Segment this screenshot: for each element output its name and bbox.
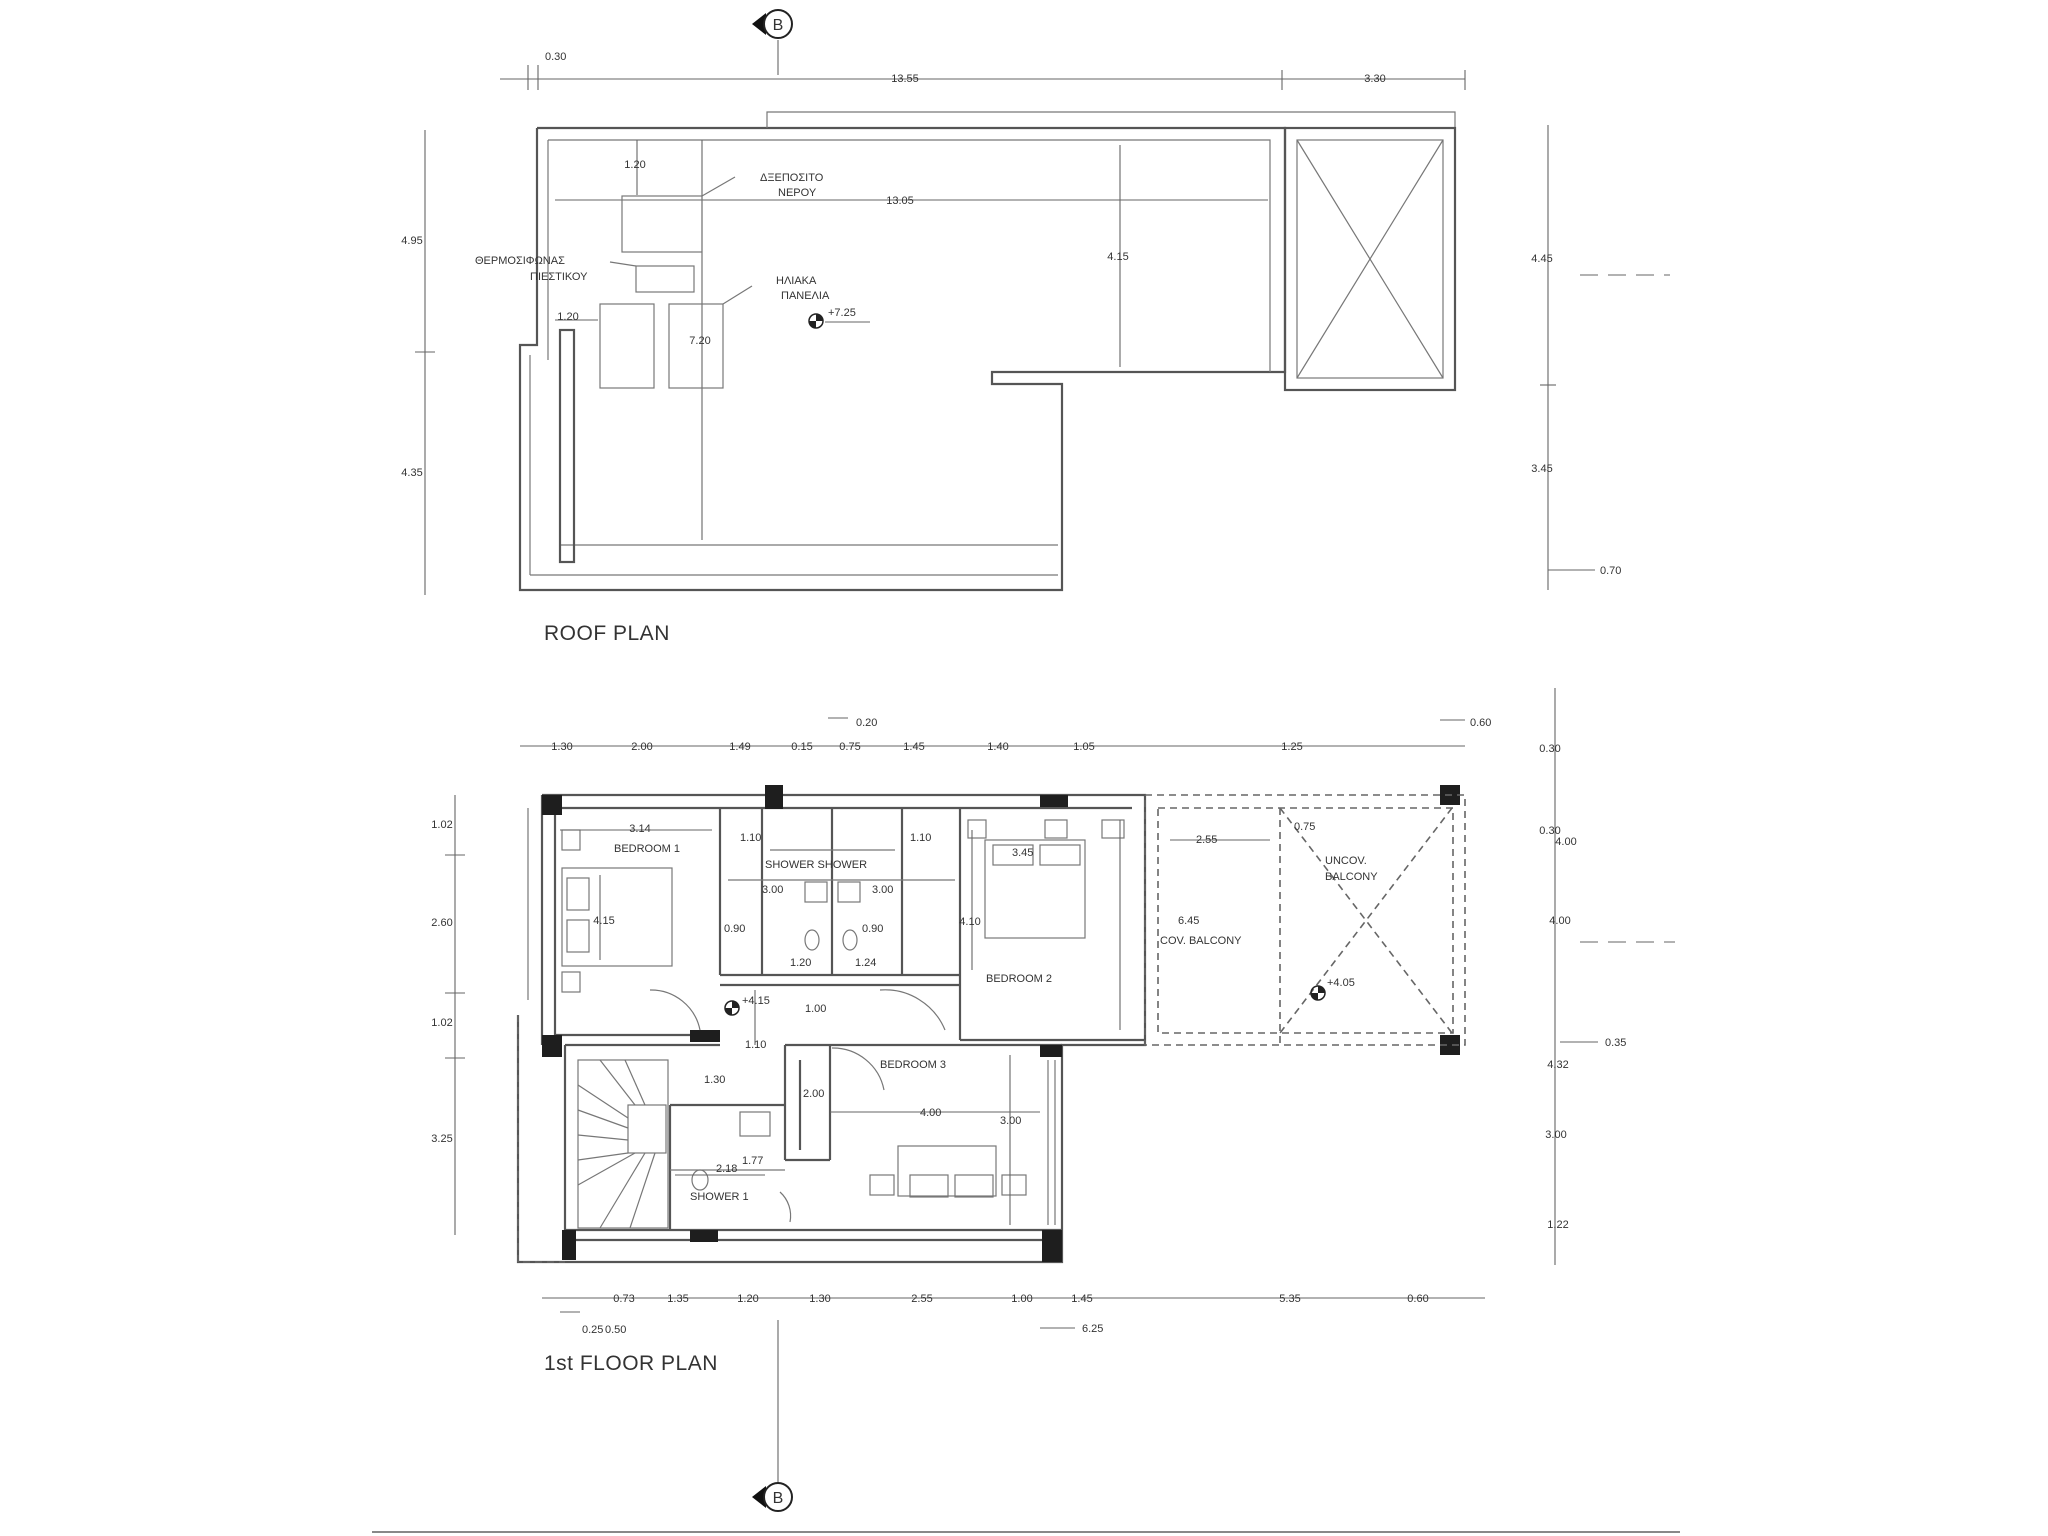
ff-room-uncov-2: BALCONY (1325, 871, 1378, 883)
ff-bottom-dimensions (542, 1293, 1485, 1336)
ff-dim-left-1: 2.60 (431, 917, 453, 929)
ff-room-bedroom-3: BEDROOM 3 (880, 1059, 947, 1071)
ff-dim-top-6: 1.40 (987, 741, 1009, 753)
roof-dim-right-1: 3.45 (1531, 463, 1553, 475)
roof-dim-left-1: 4.35 (401, 467, 423, 479)
ff-inner-dim-7: 0.90 (862, 923, 884, 935)
roof-dim-top-2: 3.30 (1364, 73, 1386, 85)
ff-room-shower-1: SHOWER 1 (690, 1191, 749, 1203)
ff-dim-right-0: 0.30 (1539, 743, 1561, 755)
ff-inner-dim-18: 2.00 (803, 1088, 825, 1100)
roof-label-tank-1: ΔΞΕΠΟΣΙΤΟ (760, 172, 824, 184)
ff-inner-dim-14: 0.75 (1294, 821, 1316, 833)
ff-dim-bottom-4: 2.55 (911, 1293, 933, 1305)
ff-inner-dim-0: 3.14 (629, 823, 651, 835)
ff-dim-right-6: 3.00 (1545, 1129, 1567, 1141)
ff-inner-dim-2: 1.10 (740, 832, 762, 844)
roof-plan (401, 51, 1670, 645)
ff-inner-dim-12: 2.55 (1196, 834, 1218, 846)
ff-inner-dim-16: 1.10 (745, 1039, 767, 1051)
ff-staircase (578, 1060, 668, 1228)
ff-inner-dimensions (560, 820, 1315, 1225)
ff-dim-top-2: 1.49 (729, 741, 751, 753)
ff-left-dimensions (431, 795, 465, 1235)
roof-water-tank (622, 196, 702, 252)
ff-dim-bottom-1: 1.35 (667, 1293, 689, 1305)
ff-dim-top-5: 1.45 (903, 741, 925, 753)
ff-inner-dim-10: 3.45 (1012, 847, 1034, 859)
ff-dim-top-1: 2.00 (631, 741, 653, 753)
ff-dim-bottom-9: 0.25 (582, 1324, 604, 1336)
roof-dim-left-0: 4.95 (401, 235, 423, 247)
roof-plan-title: ROOF PLAN (544, 622, 670, 645)
ff-dim-bottom-8: 0.60 (1407, 1293, 1429, 1305)
roof-dim-top-0: 0.30 (545, 51, 567, 63)
ff-room-uncov-1: UNCOV. (1325, 855, 1367, 867)
ff-inner-dim-5: 3.00 (872, 884, 894, 896)
ff-dim-right-2: 4.00 (1555, 836, 1577, 848)
ff-top-dimensions (520, 717, 1491, 753)
ff-dim-bottom-10: 0.50 (605, 1324, 627, 1336)
ff-inner-dim-15: 1.00 (805, 1003, 827, 1015)
ff-inner-dim-19: 4.00 (920, 1107, 942, 1119)
ff-level-label-2: +4.05 (1327, 977, 1355, 989)
roof-level-label: +7.25 (828, 307, 856, 319)
ff-dim-left-2: 1.02 (431, 1017, 453, 1029)
ff-dim-bottom-7: 5.35 (1279, 1293, 1301, 1305)
roof-parapet-inner (548, 140, 1270, 372)
section-marker-bottom (752, 1320, 792, 1511)
ff-inner-dim-8: 1.20 (790, 957, 812, 969)
ff-room-bedroom-1: BEDROOM 1 (614, 843, 681, 855)
ff-level-marker-1 (725, 995, 770, 1015)
roof-level-marker (809, 307, 870, 328)
ff-level-marker-2 (1311, 977, 1355, 1000)
ff-dim-right-5: 4.32 (1547, 1059, 1569, 1071)
ff-dim-right-7: 1.22 (1547, 1219, 1569, 1231)
section-marker-top-label: B (772, 17, 784, 34)
ff-dim-right-1: 0.30 (1539, 825, 1561, 837)
ff-balconies (518, 795, 1465, 1262)
section-marker-top (752, 10, 792, 75)
ff-inner-dim-6: 0.90 (724, 923, 746, 935)
ff-dim-bottom-5: 1.00 (1011, 1293, 1033, 1305)
roof-solar-panel-1 (600, 304, 654, 388)
ff-dim-right-3: 4.00 (1549, 915, 1571, 927)
section-marker-bottom-label: B (772, 1490, 784, 1507)
roof-label-solar-1: ΗΛΙΑΚΑ (776, 275, 817, 287)
ff-dim-bottom-3: 1.30 (809, 1293, 831, 1305)
roof-label-tank-2: ΝΕΡΟΥ (778, 187, 817, 199)
ff-level-label-1: +4.15 (742, 995, 770, 1007)
ff-dim-right-4: 0.35 (1605, 1037, 1627, 1049)
roof-pressure-heater (636, 266, 694, 292)
roof-chimney (560, 330, 574, 562)
ff-inner-dim-17: 1.30 (704, 1074, 726, 1086)
ff-dim-left-0: 1.02 (431, 819, 453, 831)
roof-right-dimensions (1531, 125, 1670, 590)
roof-inner-dim-4-15: 4.15 (1107, 251, 1129, 263)
ff-inner-dim-9: 1.24 (855, 957, 877, 969)
roof-inner-dim-13-05: 13.05 (886, 195, 914, 207)
ff-room-bedroom-2: BEDROOM 2 (986, 973, 1053, 985)
ff-dim-bottom-11: 6.25 (1082, 1323, 1104, 1335)
ff-dim-top-10: 0.60 (1470, 717, 1492, 729)
ff-inner-dim-21: 1.77 (742, 1155, 764, 1167)
ff-dim-bottom-2: 1.20 (737, 1293, 759, 1305)
ff-dim-top-0: 1.30 (551, 741, 573, 753)
roof-label-heater-1: ΘΕΡΜΟΣΙΦΩΝΑΣ (475, 255, 565, 267)
roof-dim-right-2: 0.70 (1600, 565, 1622, 577)
ff-dim-top-7: 1.05 (1073, 741, 1095, 753)
ff-room-cov-balcony: COV. BALCONY (1160, 935, 1242, 947)
ff-inner-dim-1: 4.15 (593, 915, 615, 927)
ff-inner-dim-3: 1.10 (910, 832, 932, 844)
ff-dim-top-4: 0.75 (839, 741, 861, 753)
roof-inner-dim-1-20-a: 1.20 (624, 159, 646, 171)
ff-inner-dim-13: 6.45 (1178, 915, 1200, 927)
roof-dim-top-1: 13.55 (891, 73, 919, 85)
roof-stair-opening (1285, 128, 1455, 390)
first-floor-plan-title: 1st FLOOR PLAN (544, 1352, 718, 1375)
ff-inner-dim-20: 3.00 (1000, 1115, 1022, 1127)
ff-room-showers: SHOWER SHOWER (765, 859, 868, 871)
ff-dim-top-3: 0.15 (791, 741, 813, 753)
ff-dim-bottom-0: 0.73 (613, 1293, 635, 1305)
ff-dim-top-8: 1.25 (1281, 741, 1303, 753)
roof-dim-right-0: 4.45 (1531, 253, 1553, 265)
ff-inner-dim-11: 4.10 (959, 916, 981, 928)
ff-dim-top-9: 0.20 (856, 717, 878, 729)
ff-inner-dim-4: 3.00 (762, 884, 784, 896)
roof-top-dimensions (500, 51, 1465, 90)
ff-columns (542, 785, 1460, 1262)
roof-label-heater-2: ΠΙΕΣΤΙΚΟΥ (530, 271, 588, 283)
ff-dim-left-3: 3.25 (431, 1133, 453, 1145)
ff-right-dimensions (1539, 688, 1675, 1265)
ff-dim-bottom-6: 1.45 (1071, 1293, 1093, 1305)
roof-label-solar-2: ΠΑΝΕΛΙΑ (781, 290, 830, 302)
roof-inner-dim-1-20-b: 1.20 (557, 311, 579, 323)
first-floor-plan (431, 688, 1675, 1375)
roof-left-dimensions (401, 130, 435, 595)
roof-inner-dim-7-20: 7.20 (689, 335, 711, 347)
ff-inner-dim-22: 2.18 (716, 1163, 738, 1175)
